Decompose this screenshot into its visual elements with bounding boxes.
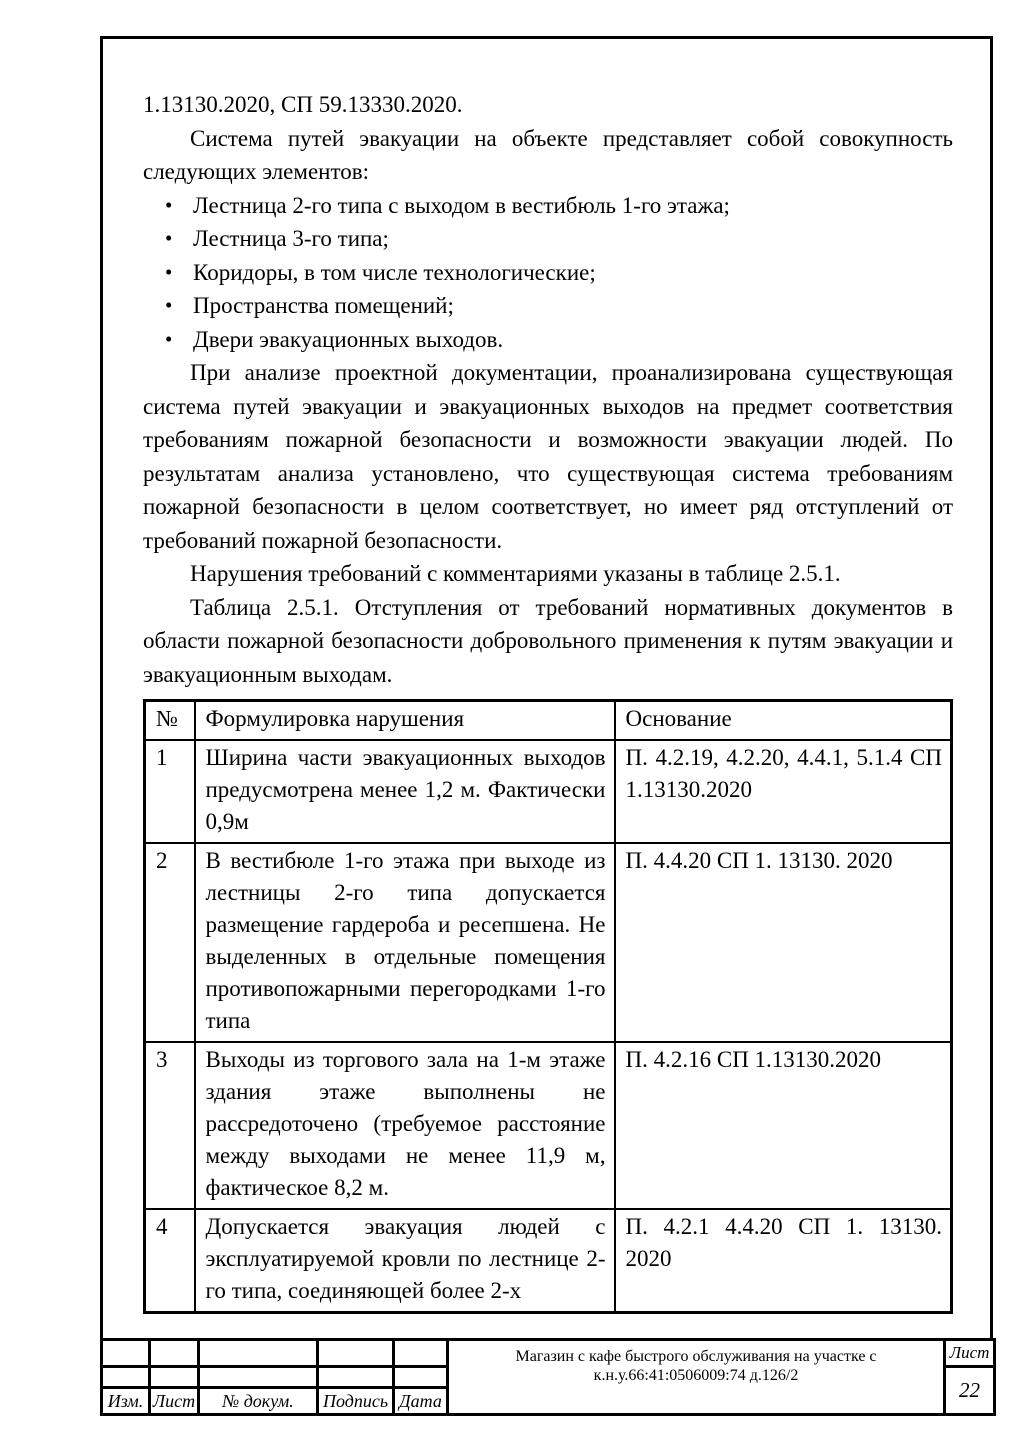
- table-row: [145, 1042, 952, 1209]
- list-item: [143, 222, 953, 256]
- paragraph-intro: Система путей эвакуации на объекте представляет собой совокупность следующих элементов:: [143, 125, 953, 184]
- table-row: [145, 843, 952, 1042]
- stamp-label-izm: Изм.: [102, 1388, 150, 1415]
- stamp-label-podpis: Подпись: [318, 1388, 394, 1415]
- bullet-icon: •: [165, 326, 173, 351]
- stamp-empty-cell: [199, 1367, 318, 1388]
- stamp-row: [102, 1340, 995, 1367]
- table-caption: Таблица 2.5.1. Отступления от требований нормативных документов в области пожарной безопасности добровольного применения к путям эвакуации и эвакуационным выходам.: [143, 594, 953, 687]
- column-header-basis: Основание: [615, 701, 952, 741]
- list-item: [143, 289, 953, 323]
- bullet-icon: •: [165, 192, 173, 217]
- document-body: [143, 88, 953, 1314]
- bullet-list: [143, 189, 953, 357]
- bullet-icon: •: [165, 293, 173, 317]
- page-frame: [100, 36, 993, 1416]
- project-title: Магазин с кафе быстрого обслуживания на участке с к.н.у.66:41:0506009:74 д.126/2: [448, 1340, 945, 1415]
- table-row: [145, 1209, 952, 1313]
- title-block: [100, 1338, 996, 1416]
- stamp-label-docnum: № докум.: [199, 1388, 318, 1415]
- list-item-text: Лестница 3-го типа;: [193, 226, 389, 251]
- stamp-empty-cell: [318, 1367, 394, 1388]
- cell-basis: П. 4.2.16 СП 1.13130.2020: [615, 1042, 952, 1209]
- table-row: [145, 740, 952, 843]
- bullet-icon: •: [165, 259, 173, 284]
- stamp-empty-cell: [102, 1340, 150, 1367]
- stamp-label-list: Лист: [150, 1388, 199, 1415]
- stamp-empty-cell: [199, 1340, 318, 1367]
- list-item: [143, 189, 953, 223]
- stamp-empty-cell: [102, 1367, 150, 1388]
- cell-violation: Выходы из торгового зала на 1-м этаже здания этаже выполнены не рассредоточено (требуемое расстояние между выходами не менее 11,9 м, фактическое 8,2 м.: [195, 1042, 615, 1209]
- stamp-empty-cell: [150, 1367, 199, 1388]
- stamp-empty-cell: [394, 1367, 448, 1388]
- cell-violation: Ширина части эвакуационных выходов предусмотрена менее 1,2 м. Фактически 0,9м: [195, 740, 615, 843]
- paragraph-continuation: 1.13130.2020, СП 59.13330.2020.: [143, 92, 463, 117]
- cell-num: 3: [145, 1042, 195, 1209]
- stamp-label-data: Дата: [394, 1388, 448, 1415]
- paragraph-note: Нарушения требований с комментариями указаны в таблице 2.5.1.: [190, 561, 841, 586]
- stamp-empty-cell: [150, 1340, 199, 1367]
- list-item-text: Коридоры, в том числе технологические;: [193, 259, 596, 285]
- list-item: [143, 256, 953, 290]
- cell-violation: В вестибюле 1-го этажа при выходе из лестницы 2-го типа допускается размещение гардероба и ресепшена. Не выделенных в отдельные помещения противопожарными перегородками 1-го типа: [195, 843, 615, 1042]
- list-item-text: Пространства помещений;: [193, 293, 454, 318]
- cell-basis: П. 4.2.19, 4.2.20, 4.4.1, 5.1.4 СП 1.13130.2020: [615, 740, 952, 843]
- cell-basis: П. 4.2.1 4.4.20 СП 1. 13130. 2020: [615, 1209, 952, 1313]
- list-item-text: Двери эвакуационных выходов.: [193, 326, 504, 352]
- sheet-number: 22: [945, 1367, 995, 1415]
- list-item-text: Лестница 2-го типа с выходом в вестибюль 1-го этажа;: [193, 192, 730, 218]
- column-header-num: №: [145, 701, 195, 741]
- table-header-row: [145, 701, 952, 741]
- stamp-empty-cell: [318, 1340, 394, 1367]
- cell-num: 2: [145, 843, 195, 1042]
- sheet-label: Лист: [945, 1340, 995, 1367]
- paragraph-analysis: При анализе проектной документации, проанализирована существующая система путей эвакуации и эвакуационных выходов на предмет соответствия требованиям пожарной безопасности и возможности эвакуации людей. По результатам анализа установлено, что существующая система требованиям пожарной безопасности в целом соответствует, но имеет ряд отступлений от требований пожарной безопасности.: [143, 360, 953, 553]
- cell-num: 1: [145, 740, 195, 843]
- bullet-icon: •: [165, 226, 173, 250]
- cell-num: 4: [145, 1209, 195, 1313]
- cell-violation: Допускается эвакуация людей с эксплуатируемой кровли по лестнице 2-го типа, соединяющей более 2-х: [195, 1209, 615, 1313]
- violations-table: [143, 699, 953, 1314]
- stamp-empty-cell: [394, 1340, 448, 1367]
- cell-basis: П. 4.4.20 СП 1. 13130. 2020: [615, 843, 952, 1042]
- column-header-violation: Формулировка нарушения: [195, 701, 615, 741]
- list-item: [143, 323, 953, 357]
